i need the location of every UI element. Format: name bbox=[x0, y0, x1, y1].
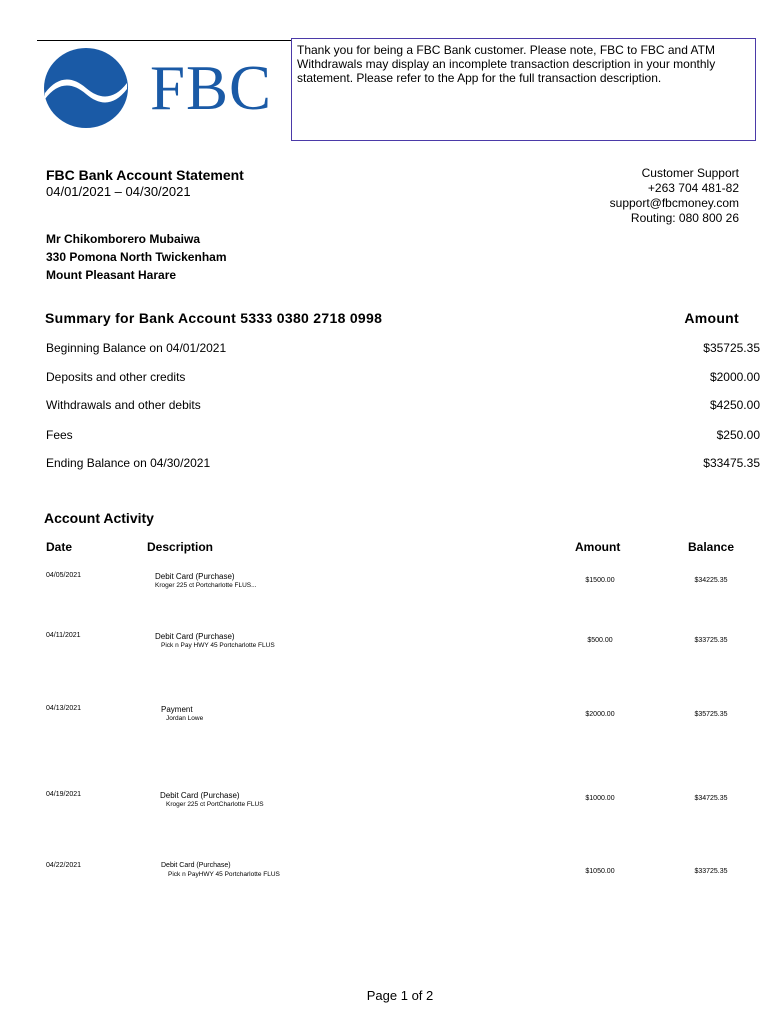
transaction-balance: $33725.35 bbox=[694, 868, 728, 875]
customer-name: Mr Chikomborero Mubaiwa bbox=[46, 232, 201, 246]
transaction-type: Debit Card (Purchase) bbox=[155, 632, 235, 641]
customer-support-block bbox=[610, 166, 739, 226]
column-header-date: Date bbox=[46, 540, 73, 554]
statement-title: FBC Bank Account Statement bbox=[46, 167, 244, 183]
column-header-amount: Amount bbox=[575, 540, 621, 554]
transaction-amount: $500.00 bbox=[587, 637, 613, 644]
transaction-date: 04/05/2021 bbox=[46, 572, 82, 579]
summary-row-label: Fees bbox=[46, 428, 73, 442]
transaction-type: Debit Card (Purchase) bbox=[161, 862, 231, 869]
column-header-balance: Balance bbox=[688, 540, 735, 554]
transaction-amount: $1050.00 bbox=[585, 868, 615, 875]
summary-row-label: Deposits and other credits bbox=[46, 370, 186, 384]
support-routing: Routing: 080 800 26 bbox=[630, 211, 739, 225]
summary-row-value: $35725.35 bbox=[703, 341, 760, 355]
transaction-type: Debit Card (Purchase) bbox=[155, 572, 235, 581]
transaction-type: Debit Card (Purchase) bbox=[160, 791, 240, 800]
transaction-amount: $1000.00 bbox=[585, 795, 615, 802]
transaction-balance: $33725.35 bbox=[694, 637, 728, 644]
page-number: Page 1 of 2 bbox=[366, 988, 434, 1003]
column-header-description: Description bbox=[147, 540, 214, 554]
transaction-detail: Kroger 225 ct PortCharlotte FLUS bbox=[166, 801, 264, 808]
transaction-balance: $34225.35 bbox=[694, 577, 728, 584]
customer-notice: Thank you for being a FBC Bank customer. Please note, FBC to FBC and ATM Withdrawals may display an incomplete transaction description in your monthly statement. Please refer to the App for the full transaction description. bbox=[291, 38, 756, 141]
summary-row-value: $33475.35 bbox=[703, 456, 760, 470]
summary-row-value: $250.00 bbox=[716, 428, 760, 442]
fbc-wave-logo-icon bbox=[42, 46, 130, 130]
summary-row-value: $4250.00 bbox=[709, 398, 760, 412]
transaction-date: 04/19/2021 bbox=[46, 791, 82, 798]
customer-address bbox=[46, 230, 227, 284]
customer-street: 330 Pomona North Twickenham bbox=[46, 250, 227, 264]
brand-name: FBC bbox=[150, 53, 273, 123]
account-activity-title: Account Activity bbox=[44, 510, 154, 526]
summary-row-label: Withdrawals and other debits bbox=[46, 398, 201, 412]
summary-row-value: $2000.00 bbox=[709, 370, 760, 384]
transaction-balance: $35725.35 bbox=[694, 711, 728, 718]
transaction-detail: Jordan Lowe bbox=[166, 715, 204, 722]
transaction-balance: $34725.35 bbox=[694, 795, 728, 802]
transaction-date: 04/22/2021 bbox=[46, 862, 82, 869]
transaction-date: 04/13/2021 bbox=[46, 705, 82, 712]
transaction-date: 04/11/2021 bbox=[46, 632, 81, 639]
transaction-detail: Pick n Pay HWY 45 Portcharlotte FLUS bbox=[161, 642, 275, 649]
support-title: Customer Support bbox=[641, 166, 739, 180]
support-email: support@fbcmoney.com bbox=[609, 196, 739, 210]
summary-row-label: Beginning Balance on 04/01/2021 bbox=[46, 341, 227, 355]
summary-title: Summary for Bank Account 5333 0380 2718 0998 bbox=[45, 310, 383, 326]
transaction-amount: $2000.00 bbox=[585, 711, 615, 718]
transaction-amount: $1500.00 bbox=[585, 577, 615, 584]
summary-row-label: Ending Balance on 04/30/2021 bbox=[46, 456, 211, 470]
transaction-detail: Pick n PayHWY 45 Portcharlotte FLUS bbox=[168, 871, 280, 878]
statement-period: 04/01/2021 – 04/30/2021 bbox=[46, 184, 191, 199]
support-phone: +263 704 481-82 bbox=[647, 181, 739, 195]
transaction-detail: Kroger 225 ct Portcharlotte FLUS... bbox=[155, 582, 257, 589]
customer-city: Mount Pleasant Harare bbox=[46, 268, 177, 282]
summary-amount-header: Amount bbox=[684, 310, 739, 326]
transaction-type: Payment bbox=[161, 705, 193, 714]
